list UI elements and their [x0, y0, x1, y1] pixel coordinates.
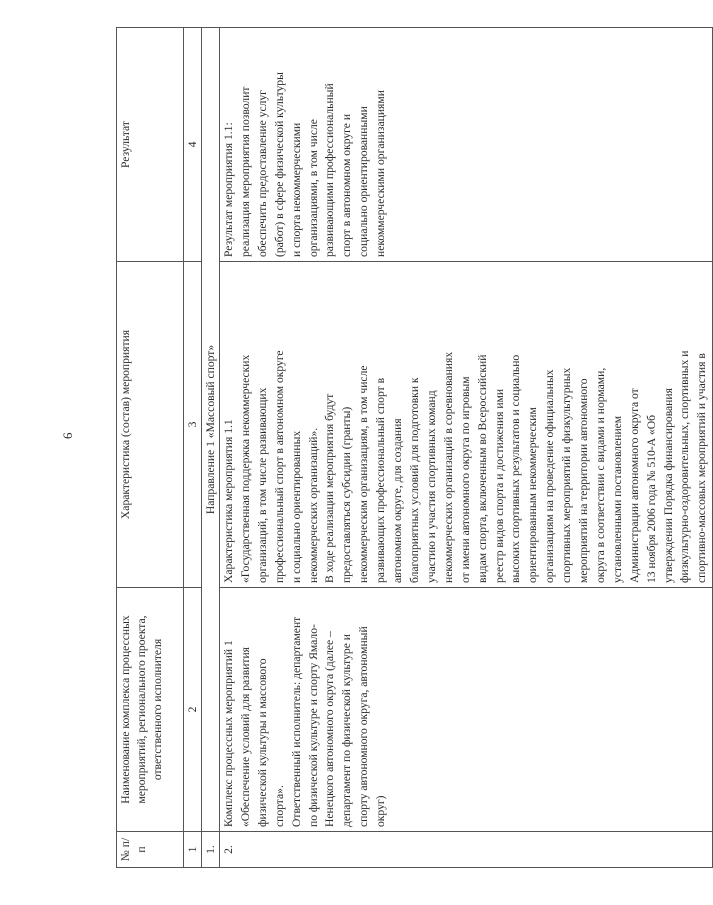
characteristic-line: спортивных мероприятий и физкультурных: [560, 367, 574, 583]
direction-number: 1.: [202, 832, 220, 868]
characteristic-line: участию и участия спортивных команд: [424, 390, 438, 583]
characteristic-line: ориентированным некоммерческим: [526, 407, 540, 583]
result-line: реализация мероприятия позволит: [238, 86, 252, 257]
characteristic-line: видам спорта, включенным во Всероссийский: [475, 354, 489, 583]
characteristic-line: реестр видов спорта и достижения ими: [492, 388, 506, 583]
characteristic-line: «Государственная поддержка некоммерческих: [238, 354, 252, 583]
header-characteristic: Характеристика (состав) мероприятия: [117, 262, 184, 588]
result-line: Результат мероприятия 1.1:: [222, 122, 235, 257]
name-line: Ненецкого автономного округа (далее –: [323, 631, 337, 827]
name-line: спорту автономного округа, автономный: [357, 626, 371, 827]
column-number-3: 3: [184, 262, 202, 588]
result-line: социально ориентированными: [357, 106, 371, 257]
characteristic-line: и социально ориентированных: [289, 430, 303, 583]
characteristic-line: некоммерческим организациям, в том числе: [357, 365, 371, 583]
characteristic-line: профессиональный спорт в автономном округе: [272, 350, 286, 583]
characteristic-line: округа в соответствии с видами и нормами,: [593, 367, 607, 583]
characteristic-line: В ходе реализации мероприятия будут: [323, 393, 337, 583]
characteristic-line: мероприятий на территории автономного: [577, 378, 591, 583]
rotated-page: [116, 28, 709, 868]
result-line: некоммерческими организациями: [374, 90, 388, 257]
result-cell: [220, 28, 713, 262]
name-line: Комплекс процессных мероприятий 1: [222, 640, 235, 827]
characteristic-line: физкультурно-оздоровительных, спортивных и: [678, 350, 692, 583]
table-row: [220, 28, 713, 868]
direction-row: [202, 28, 220, 868]
column-number-1: 1: [184, 832, 202, 868]
characteristic-line: от имени автономного округа по игровым: [458, 376, 472, 583]
column-number-4: 4: [184, 28, 202, 262]
characteristic-line: спортивно-массовых мероприятий и участия в: [695, 353, 709, 583]
characteristic-line: Характеристика мероприятия 1.1: [222, 419, 235, 583]
result-line: развивающими профессиональный: [323, 83, 337, 257]
row-number: 2.: [220, 832, 713, 868]
characteristic-line: развивающих профессиональный спорт в: [374, 377, 388, 583]
characteristic-line: некоммерческих организаций».: [306, 427, 320, 583]
page-number: 6: [60, 432, 75, 439]
name-line: Ответственный исполнитель: департамент: [289, 616, 303, 827]
header-result: Результат: [117, 28, 184, 262]
program-table: [116, 27, 713, 868]
name-line: департамент по физической культуре и: [340, 634, 354, 827]
characteristic-line: организаций, в том числе развивающих: [255, 387, 269, 583]
characteristic-line: предоставляться субсидии (гранты): [340, 406, 354, 583]
characteristic-line: некоммерческих организаций в соревнованиях: [441, 351, 455, 583]
characteristic-line: высоких спортивных результатов и социально: [509, 354, 523, 583]
column-number-2: 2: [184, 588, 202, 832]
name-line: по физической культуре и спорту Ямало-: [306, 624, 320, 827]
result-line: организациями, в том числе: [306, 119, 320, 257]
characteristic-line: благоприятных условий для подготовки к: [407, 377, 421, 583]
characteristic-line: утверждении Порядка финансирования: [661, 388, 675, 583]
characteristic-cell: [220, 262, 713, 588]
result-line: спорт в автономном округе и: [340, 113, 354, 257]
name-line: округ): [374, 795, 388, 827]
name-line: спорта».: [272, 785, 286, 827]
name-cell: [220, 588, 713, 832]
result-line: и спорта некоммерческими: [289, 122, 303, 257]
characteristic-line: 13 ноября 2006 года № 510-А «Об: [644, 414, 658, 583]
name-line: «Обеспечение условий для развития: [238, 646, 252, 827]
column-number-row: [184, 28, 202, 868]
result-line: (работ) в сфере физической культуры: [272, 72, 286, 257]
characteristic-line: организациям на проведение официальных: [543, 369, 557, 583]
header-name: Наименование комплекса процессных мероприятий, регионального проекта, ответственного исполнителя: [117, 588, 184, 832]
header-number: № п/п: [117, 832, 184, 868]
name-line: физической культуры и массового: [255, 658, 269, 827]
header-row: [117, 28, 184, 868]
characteristic-line: автономном округе, для создания: [391, 418, 405, 583]
characteristic-line: Администрации автономного округа от: [627, 388, 641, 583]
direction-label: Направление 1 «Массовый спорт»: [202, 28, 220, 832]
characteristic-line: установленными постановлением: [610, 415, 624, 583]
result-line: обеспечить предоставление услуг: [255, 90, 269, 257]
